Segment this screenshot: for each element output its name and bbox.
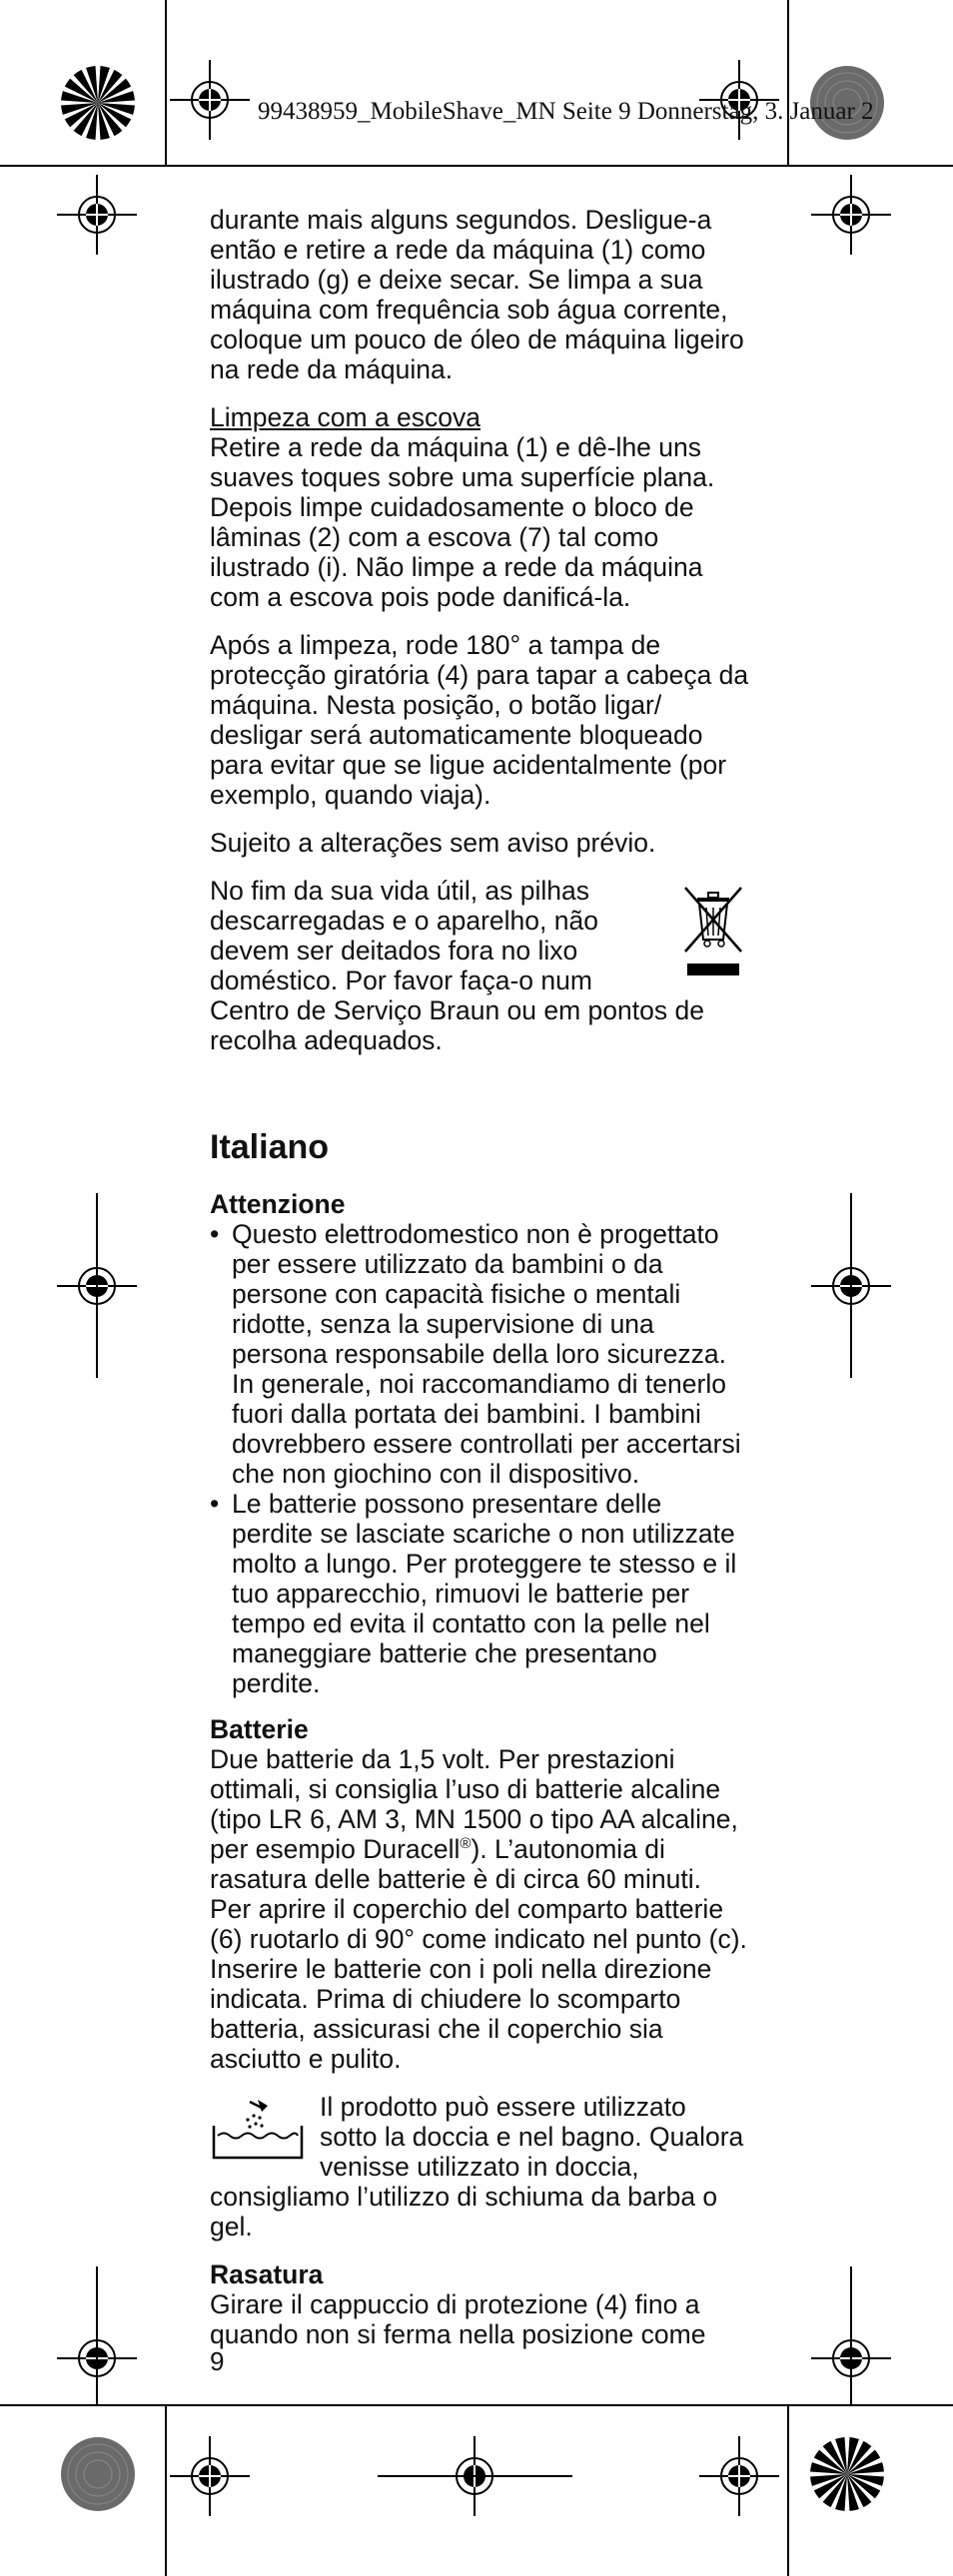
trim-line-left-top	[165, 0, 167, 165]
shower-bath-icon	[210, 2096, 306, 2168]
brush-cleaning-text: Retire a rede da máquina (1) e dê-lhe uns suaves toques sobre uma superfície plana. Depois limpe cuidadosamente o bloco de lâminas (2) com a escova (7) tal como ilustrado (i). Não limpe a rede da máquina com a escova pois pode danificá-la.	[210, 432, 715, 612]
registration-mark-right-upper	[811, 175, 891, 255]
star-target-top-left	[60, 65, 136, 141]
batteries-heading: Batterie	[210, 1714, 309, 1744]
batteries-text-1: Due batterie da 1,5 volt. Per prestazioni ottimali, si consiglia l’uso di batterie alcaline (tipo LR 6, AM 3, MN 1500 o tipo AA alcaline, per esempio Duracell	[210, 1744, 738, 1864]
paragraph-cleaning-end: durante mais alguns segundos. Desligue-a então e retire a rede da máquina (1) como ilustrado (g) e deixe secar. Se limpa a sua máquina com frequência sob água corrente, coloque um pouco de óleo de máquina ligeiro na rede da máquina.	[210, 205, 744, 384]
trim-line-top	[0, 165, 953, 167]
shaving-heading: Rasatura	[210, 2259, 324, 2289]
paragraph-after-cleaning: Após a limpeza, rode 180° a tampa de protecção giratória (4) para tapar a cabeça da máquina. Nesta posição, o botão ligar/ desligar será automaticamente bloqueado para evitar que se ligue acidentalmente (por exemplo, quando viaja).	[210, 630, 749, 810]
star-target-bottom-right	[809, 2436, 885, 2512]
reg-line-right-lower	[850, 2266, 852, 2406]
shaving-text: Girare il cappuccio di protezione (4) fino a quando non si ferma nella posizione come	[210, 2289, 706, 2349]
shower-block	[210, 2092, 749, 2242]
registration-mark-bottom-left	[170, 2436, 250, 2516]
brush-cleaning-heading: Limpeza com a escova	[210, 402, 481, 432]
page-content	[210, 205, 749, 2367]
registration-mark-bottom-right	[699, 2436, 779, 2516]
reg-line-left-middle	[96, 1193, 98, 1378]
page-number: 9	[210, 2346, 225, 2376]
trim-line-right-top	[787, 0, 789, 165]
print-slug-header: 99438959_MobileShave_MN Seite 9 Donnerstag, 3. Januar 2	[258, 98, 874, 125]
batteries-section	[210, 1714, 749, 2074]
disposal-block	[210, 876, 749, 1055]
attention-list	[210, 1219, 749, 1698]
halftone-target-bottom-left	[60, 2436, 136, 2512]
registration-mark-left-upper	[57, 175, 137, 255]
disposal-text: No fim da sua vida útil, as pilhas descarregadas e o aparelho, não devem ser deitados fora no lixo doméstico. Por favor faça-o num Centro de Serviço Braun ou em pontos de recolha adequados.	[210, 876, 704, 1055]
paragraph-subject-to-change: Sujeito a alterações sem aviso prévio.	[210, 828, 656, 858]
reg-line-bottom-center	[378, 2475, 572, 2477]
trim-line-right-bottom	[787, 2406, 789, 2576]
attention-heading: Attenzione	[210, 1189, 346, 1219]
registration-mark-top-left	[170, 60, 250, 140]
section-title-italiano: Italiano	[210, 1128, 330, 1166]
trim-line-bottom	[0, 2404, 953, 2406]
attention-item: • Questo elettrodomestico non è progettato per essere utilizzato da bambini o da persone con capacità fisiche o mentali ridotte, senza la supervisione di una persona responsabile della loro sicurezza. In generale, noi raccomandiamo di tenerlo fuori dalla portata dei bambini. I bambini dovrebbero essere controllati per accertarsi che non giochino con il dispositivo.	[210, 1219, 749, 1489]
batteries-text-2: ). L’autonomia di rasatura delle batterie è di circa 60 minuti. Per aprire il coperchio del comparto batterie (6) ruotarlo di 90° come indicato nel punto (c). Inserire le batterie con i poli nella direzione indicata. Prima di chiudere lo scomparto batteria, assicurasi che il coperchio sia asciutto e pulito.	[210, 1834, 747, 2074]
shaving-section	[210, 2259, 749, 2349]
reg-line-right-middle	[850, 1193, 852, 1378]
weee-crossed-bin-icon	[677, 882, 749, 981]
registered-mark: ®	[460, 1835, 472, 1853]
brush-cleaning-section	[210, 402, 749, 612]
trim-line-left-bottom	[165, 2406, 167, 2576]
shower-text: Il prodotto può essere utilizzato sotto la doccia e nel bagno. Qualora venisse utilizzato in doccia, consigliamo l’utilizzo di schiuma da barba o gel.	[210, 2092, 744, 2242]
attention-item: • Le batterie possono presentare delle perdite se lasciate scariche o non utilizzate molto a lungo. Per proteggere te stesso e il tuo apparecchio, rimuovi le batterie per tempo ed evita il contatto con la pelle nel maneggiare batterie che presentano perdite.	[210, 1489, 749, 1698]
reg-line-left-lower	[96, 2266, 98, 2406]
